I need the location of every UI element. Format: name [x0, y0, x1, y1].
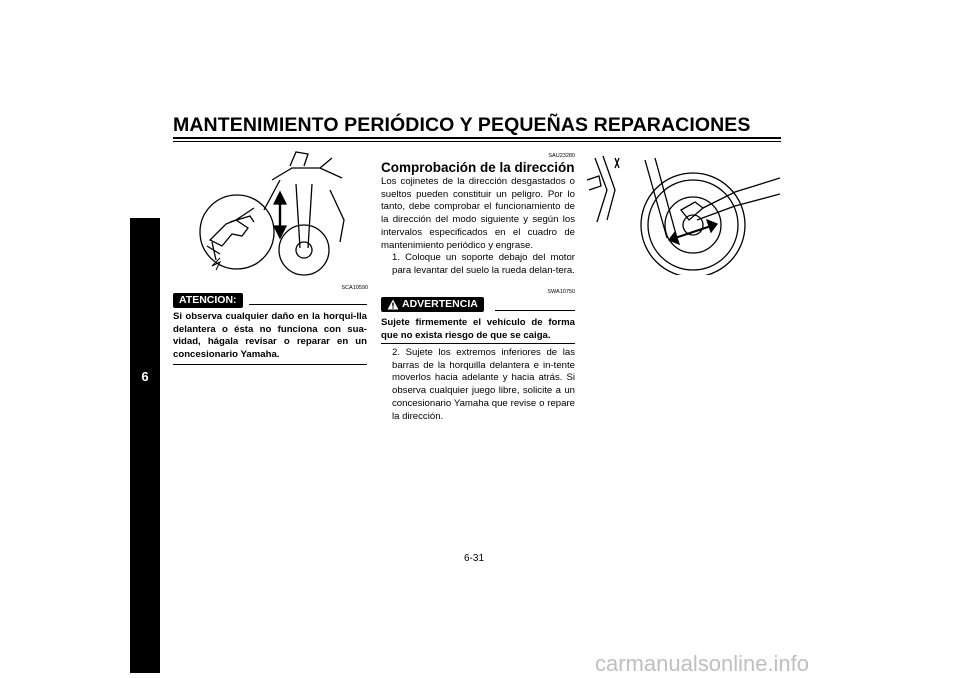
caution-label: ATENCION: — [173, 293, 243, 308]
warning-end-rule — [381, 343, 575, 344]
chapter-number: 6 — [141, 369, 149, 384]
section-code: SAU23280 — [548, 153, 575, 159]
caution-end-rule — [173, 364, 367, 365]
page-title: MANTENIMIENTO PERIÓDICO Y PEQUEÑAS REPARACIONES — [173, 114, 751, 136]
warning-rule — [495, 310, 575, 311]
watermark: carmanualsonline.info — [595, 651, 810, 676]
page-number: 6-31 — [464, 553, 485, 564]
fork-check-illustration — [192, 150, 367, 285]
warning-label — [381, 297, 484, 312]
caution-rule — [249, 304, 367, 305]
step-1: 1. Coloque un soporte debajo del motor para levantar del suelo la rueda delan-tera. — [392, 252, 575, 276]
intro-paragraph: Los cojinetes de la dirección desgastados o sueltos pueden constituir un peligro. Por lo tanto, debe comprobar el funcionamiento de la dirección del modo siguiente y según los intervalos especificados en el cuadro de mantenimiento periódico y engrase. — [381, 176, 575, 251]
section-title: Comprobación de la dirección — [381, 160, 575, 175]
header-rule-thin — [173, 141, 781, 142]
steering-check-illustration — [585, 150, 780, 275]
caution-text: Si observa cualquier daño en la horqui-lla delantera o ésta no funciona con sua-vidad, hágala revisar o reparar en un concesionario Yamaha. — [173, 311, 367, 361]
header-rule — [173, 137, 781, 139]
step-2: 2. Sujete los extremos inferiores de las barras de la horquilla delantera e in-tente moverlos hacia adelante y hacia atrás. Si observa cualquier juego libre, solicite a un concesionario Yamaha que revise o repare la dirección. — [392, 347, 575, 422]
warning-code: SWA10750 — [547, 289, 575, 295]
warning-triangle-icon — [387, 299, 399, 310]
figure-code: SCA10590 — [341, 285, 368, 291]
warning-label-text: ADVERTENCIA — [402, 298, 478, 310]
chapter-tab — [130, 218, 160, 673]
warning-text: Sujete firmemente el vehículo de forma que no exista riesgo de que se caiga. — [381, 317, 575, 341]
